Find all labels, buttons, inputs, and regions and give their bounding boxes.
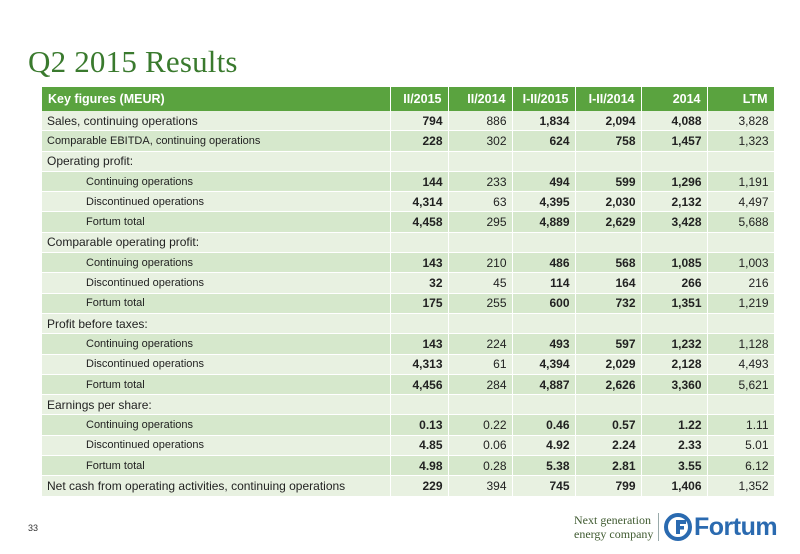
table-cell: 229 xyxy=(390,476,448,496)
table-cell: 144 xyxy=(390,171,448,191)
column-header: Key figures (MEUR) xyxy=(42,87,390,111)
table-cell: 2.81 xyxy=(575,456,641,476)
row-label: Fortum total xyxy=(42,293,390,313)
table-cell: 175 xyxy=(390,293,448,313)
table-row xyxy=(42,111,774,131)
table-cell: 114 xyxy=(512,273,575,293)
row-label: Discontinued operations xyxy=(42,354,390,374)
tagline-line-1: Next generation xyxy=(574,513,651,527)
table-cell xyxy=(390,232,448,252)
table-cell: 164 xyxy=(575,273,641,293)
table-row xyxy=(42,192,774,212)
row-label: Fortum total xyxy=(42,374,390,394)
table-cell: 2.33 xyxy=(641,435,707,455)
table-cell: 1.11 xyxy=(707,415,774,435)
table-cell xyxy=(641,151,707,171)
table-cell xyxy=(512,151,575,171)
table-cell: 394 xyxy=(448,476,512,496)
table-cell: 4.98 xyxy=(390,456,448,476)
table-row xyxy=(42,131,774,151)
table-cell: 0.22 xyxy=(448,415,512,435)
fortum-logo-icon xyxy=(664,513,692,541)
table-cell: 4,887 xyxy=(512,374,575,394)
table-cell: 4,458 xyxy=(390,212,448,232)
table-cell xyxy=(641,395,707,415)
table-cell: 1,406 xyxy=(641,476,707,496)
table-cell: 1.22 xyxy=(641,415,707,435)
table-row xyxy=(42,151,774,171)
table-cell: 1,323 xyxy=(707,131,774,151)
table-row xyxy=(42,334,774,354)
table-row xyxy=(42,456,774,476)
table-cell: 3.55 xyxy=(641,456,707,476)
row-label: Comparable operating profit: xyxy=(42,232,390,252)
table-cell: 494 xyxy=(512,171,575,191)
table-row xyxy=(42,293,774,313)
table-cell: 624 xyxy=(512,131,575,151)
table-cell: 1,003 xyxy=(707,253,774,273)
table-cell xyxy=(448,395,512,415)
fortum-logo xyxy=(664,512,777,542)
key-figures-table xyxy=(42,87,775,497)
row-label: Discontinued operations xyxy=(42,273,390,293)
table-cell: 4,395 xyxy=(512,192,575,212)
table-cell: 61 xyxy=(448,354,512,374)
table-cell: 4,394 xyxy=(512,354,575,374)
table-cell: 4.92 xyxy=(512,435,575,455)
column-header: I-II/2014 xyxy=(575,87,641,111)
table-cell: 1,191 xyxy=(707,171,774,191)
table-cell: 0.57 xyxy=(575,415,641,435)
table-cell: 255 xyxy=(448,293,512,313)
row-label: Discontinued operations xyxy=(42,192,390,212)
table-row xyxy=(42,476,774,496)
table-cell xyxy=(707,232,774,252)
table-cell: 732 xyxy=(575,293,641,313)
table-cell: 1,352 xyxy=(707,476,774,496)
table-cell: 758 xyxy=(575,131,641,151)
table-cell: 4,456 xyxy=(390,374,448,394)
table-cell: 3,428 xyxy=(641,212,707,232)
table-cell: 4,889 xyxy=(512,212,575,232)
table-row xyxy=(42,232,774,252)
table-cell xyxy=(448,232,512,252)
table-cell: 4.85 xyxy=(390,435,448,455)
table-cell xyxy=(707,313,774,333)
table-cell xyxy=(575,232,641,252)
table-cell: 4,314 xyxy=(390,192,448,212)
table-cell: 2,128 xyxy=(641,354,707,374)
table-cell: 32 xyxy=(390,273,448,293)
table-row xyxy=(42,435,774,455)
table-cell: 597 xyxy=(575,334,641,354)
table-cell: 1,834 xyxy=(512,111,575,131)
table-cell: 1,219 xyxy=(707,293,774,313)
table-row xyxy=(42,212,774,232)
table-row xyxy=(42,374,774,394)
row-label: Discontinued operations xyxy=(42,435,390,455)
table-cell: 45 xyxy=(448,273,512,293)
table-cell: 233 xyxy=(448,171,512,191)
column-header: LTM xyxy=(707,87,774,111)
table-row xyxy=(42,273,774,293)
row-label: Fortum total xyxy=(42,212,390,232)
table-cell: 143 xyxy=(390,334,448,354)
table-cell: 1,085 xyxy=(641,253,707,273)
table-cell: 266 xyxy=(641,273,707,293)
table-cell: 2,132 xyxy=(641,192,707,212)
table-cell: 0.06 xyxy=(448,435,512,455)
table-cell: 5,688 xyxy=(707,212,774,232)
table-cell: 5.01 xyxy=(707,435,774,455)
table-cell: 1,128 xyxy=(707,334,774,354)
table-cell xyxy=(512,232,575,252)
table-cell: 228 xyxy=(390,131,448,151)
table-cell xyxy=(390,151,448,171)
table-cell: 3,360 xyxy=(641,374,707,394)
table-cell: 2,030 xyxy=(575,192,641,212)
table-header-row xyxy=(42,87,774,111)
table-cell: 745 xyxy=(512,476,575,496)
row-label: Profit before taxes: xyxy=(42,313,390,333)
table-cell: 143 xyxy=(390,253,448,273)
table-cell: 216 xyxy=(707,273,774,293)
tagline-line-2: energy company xyxy=(574,527,654,541)
table-cell: 1,351 xyxy=(641,293,707,313)
row-label: Earnings per share: xyxy=(42,395,390,415)
table-cell xyxy=(390,395,448,415)
table-cell: 4,313 xyxy=(390,354,448,374)
table-cell: 1,232 xyxy=(641,334,707,354)
row-label: Continuing operations xyxy=(42,253,390,273)
logo-text: Fortum xyxy=(694,512,778,541)
table-cell: 568 xyxy=(575,253,641,273)
table-cell: 1,296 xyxy=(641,171,707,191)
row-label: Comparable EBITDA, continuing operations xyxy=(42,131,390,151)
page-title: Q2 2015 Results xyxy=(28,44,238,79)
table-cell xyxy=(641,313,707,333)
table-row xyxy=(42,415,774,435)
tagline xyxy=(574,513,653,541)
table-row xyxy=(42,354,774,374)
table-row xyxy=(42,171,774,191)
column-header: I-II/2015 xyxy=(512,87,575,111)
footer-divider xyxy=(658,513,659,541)
table-cell: 284 xyxy=(448,374,512,394)
table-cell: 799 xyxy=(575,476,641,496)
table-cell: 2,029 xyxy=(575,354,641,374)
table-cell xyxy=(575,313,641,333)
table-cell xyxy=(575,395,641,415)
table-cell: 2,094 xyxy=(575,111,641,131)
column-header: II/2015 xyxy=(390,87,448,111)
table-cell: 295 xyxy=(448,212,512,232)
table-cell xyxy=(575,151,641,171)
table-cell: 2.24 xyxy=(575,435,641,455)
row-label: Fortum total xyxy=(42,456,390,476)
table-cell: 3,828 xyxy=(707,111,774,131)
table-cell: 5.38 xyxy=(512,456,575,476)
table-cell xyxy=(448,313,512,333)
table-cell xyxy=(707,395,774,415)
row-label: Continuing operations xyxy=(42,415,390,435)
table-row xyxy=(42,253,774,273)
table-cell: 0.13 xyxy=(390,415,448,435)
table-row xyxy=(42,395,774,415)
table-cell: 224 xyxy=(448,334,512,354)
row-label: Operating profit: xyxy=(42,151,390,171)
table-cell: 886 xyxy=(448,111,512,131)
table-cell xyxy=(390,313,448,333)
table-cell: 1,457 xyxy=(641,131,707,151)
row-label: Net cash from operating activities, continuing operations xyxy=(42,476,390,496)
table-cell: 210 xyxy=(448,253,512,273)
table-cell xyxy=(512,313,575,333)
column-header: 2014 xyxy=(641,87,707,111)
table-cell xyxy=(641,232,707,252)
table-cell: 600 xyxy=(512,293,575,313)
table-cell xyxy=(448,151,512,171)
table-cell: 2,626 xyxy=(575,374,641,394)
table-cell: 794 xyxy=(390,111,448,131)
row-label: Continuing operations xyxy=(42,334,390,354)
table-cell: 493 xyxy=(512,334,575,354)
table-cell: 302 xyxy=(448,131,512,151)
table-cell: 486 xyxy=(512,253,575,273)
table-cell: 5,621 xyxy=(707,374,774,394)
table-cell: 4,088 xyxy=(641,111,707,131)
table-cell: 6.12 xyxy=(707,456,774,476)
row-label: Continuing operations xyxy=(42,171,390,191)
table-cell: 2,629 xyxy=(575,212,641,232)
column-header: II/2014 xyxy=(448,87,512,111)
table-cell: 0.46 xyxy=(512,415,575,435)
table-cell: 0.28 xyxy=(448,456,512,476)
table-cell: 599 xyxy=(575,171,641,191)
row-label: Sales, continuing operations xyxy=(42,111,390,131)
table-row xyxy=(42,313,774,333)
table-cell: 4,497 xyxy=(707,192,774,212)
table-cell xyxy=(512,395,575,415)
page-number: 33 xyxy=(28,523,39,533)
table-cell: 63 xyxy=(448,192,512,212)
table-cell: 4,493 xyxy=(707,354,774,374)
table-cell xyxy=(707,151,774,171)
